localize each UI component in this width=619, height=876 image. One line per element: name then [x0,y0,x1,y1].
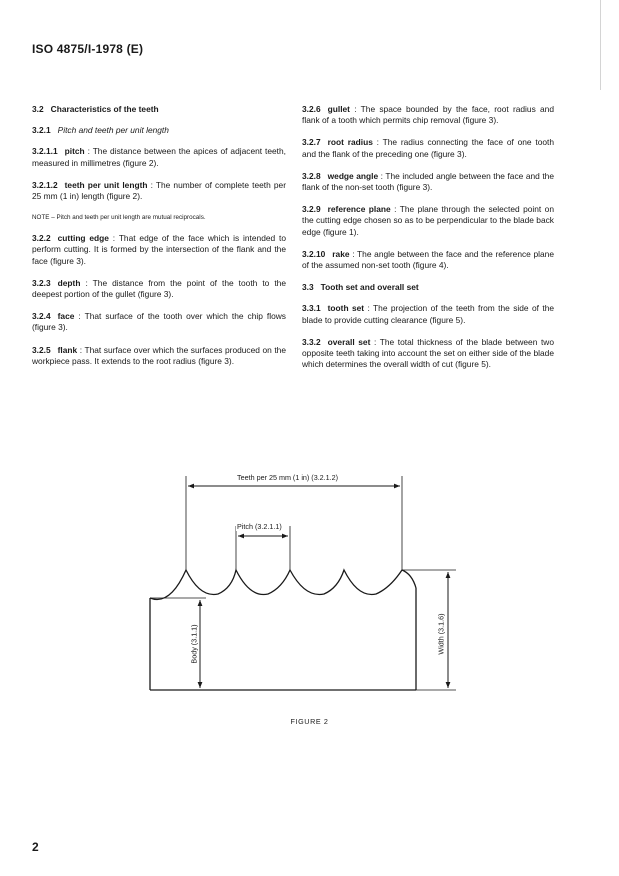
clause-number: 3.2 [32,104,44,114]
clause-text: : The radius connecting the face of one tooth and the flank of the preceding one (figure 3). [302,137,554,159]
clause-text: : The projection of the teeth from the side of the blade to provide cutting clearance (figure 5). [302,303,555,325]
clause-term: wedge angle [327,170,379,181]
clause-3-2-2 [32,233,286,267]
scan-edge-mark [600,0,601,90]
clause-text: : The total thickness of the blade between two opposite teeth taking into account the set on either side of the blade which determines the overall width of cut (figure 5). [302,336,554,370]
clause-term: flank [57,344,78,355]
clause-3-3-1 [302,303,554,325]
clause-number: 3.2.5 [32,344,51,355]
sawblade-drawing [140,470,470,720]
clause-3-2 [32,104,286,115]
clause-number: 3.2.6 [302,104,321,114]
clause-number: 3.3 [302,282,314,293]
clause-term: Pitch and teeth per unit length [57,125,169,136]
clause-3-2-1-1 [32,146,286,168]
clause-term: root radius [327,137,373,148]
clause-text: : The space bounded by the face, root radius and flank of a tooth which permits chip removal (figure 3). [302,104,554,126]
clause-3-2-7 [302,137,554,159]
clause-number: 3.3.2 [302,336,321,347]
clause-text: : The distance between the apices of adjacent teeth, measured in millimetres (figure 2). [32,146,286,168]
clause-number: 3.2.1 [32,125,51,136]
clause-text: : The angle between the face and the reference plane of the assumed non-set tooth (figure 4). [302,248,554,271]
pitch-label: Pitch (3.2.1.1) [237,522,282,531]
clause-text: : That edge of the face which is intended to perform cutting. It is formed by the intersection of the flank and the face (figure 3). [32,233,286,266]
clause-text: : That surface over which the surfaces produced on the workpiece pass. It extends to the root radius (figure 3). [32,344,286,366]
clause-term: Tooth set and overall set [320,282,419,293]
clause-number: 3.2.4 [32,311,51,322]
document-header: ISO 4875/I-1978 (E) [32,42,144,56]
clause-term: pitch [64,146,85,157]
body-label: Body (3.1.1) [189,624,199,664]
left-text-column [32,104,286,378]
clause-term: depth [57,277,81,288]
clause-3-2-1 [32,125,286,136]
note-text: NOTE – Pitch and teeth per unit length are mutual reciprocals. [32,214,206,222]
clause-3-3 [302,282,554,293]
clause-3-2-10 [302,249,554,271]
tooth-profile [150,570,416,599]
clause-term: tooth set [327,303,365,314]
clause-term: Characteristics of the teeth [50,104,159,114]
clause-number: 3.2.9 [302,204,321,215]
clause-term: overall set [327,336,371,347]
clause-term: reference plane [327,204,391,215]
clause-number: 3.2.7 [302,137,321,148]
clause-number: 3.3.1 [302,303,321,314]
clause-3-2-4 [32,311,286,333]
page-number: 2 [32,840,39,854]
clause-term: teeth per unit length [64,179,148,190]
clause-3-2-1-2 [32,180,286,202]
figure-caption: FIGURE 2 [290,717,329,726]
clause-term: rake [332,248,350,259]
clause-number: 3.2.8 [302,170,321,181]
teeth-per-length-label: Teeth per 25 mm (1 in) (3.2.1.2) [237,473,339,482]
clause-3-2-3 [32,278,286,300]
clause-term: face [57,311,75,322]
clause-text: : The number of complete teeth per 25 mm (1 in) length (figure 2). [32,179,286,202]
clause-number: 3.2.1.2 [32,179,58,190]
clause-text: : That surface of the tooth over which the chip flows (figure 3). [32,311,286,333]
clause-3-2-9 [302,204,554,238]
clause-number: 3.2.3 [32,277,51,288]
clause-number: 3.2.1.1 [32,146,58,157]
clause-term: cutting edge [57,233,109,244]
width-label: Width (3.1.6) [436,613,446,655]
clause-text: : The included angle between the face and the flank of the non-set tooth (figure 3). [302,170,554,193]
clause-text: : The plane through the selected point on the cutting edge chosen so as to be perpendicular to the blade back edge (figure 1). [302,204,554,237]
clause-note [32,213,286,222]
clause-3-2-6 [302,104,554,126]
clause-3-2-5 [32,345,286,367]
clause-number: 3.2.2 [32,233,51,244]
clause-3-3-2 [302,337,554,371]
clause-3-2-8 [302,171,554,193]
clause-text: : The distance from the point of the tooth to the deepest portion of the gullet (figure 3). [32,277,286,300]
right-text-column [302,104,554,381]
clause-number: 3.2.10 [302,248,326,259]
clause-term: gullet [327,104,350,114]
figure-2-sawblade-diagram [140,470,470,720]
